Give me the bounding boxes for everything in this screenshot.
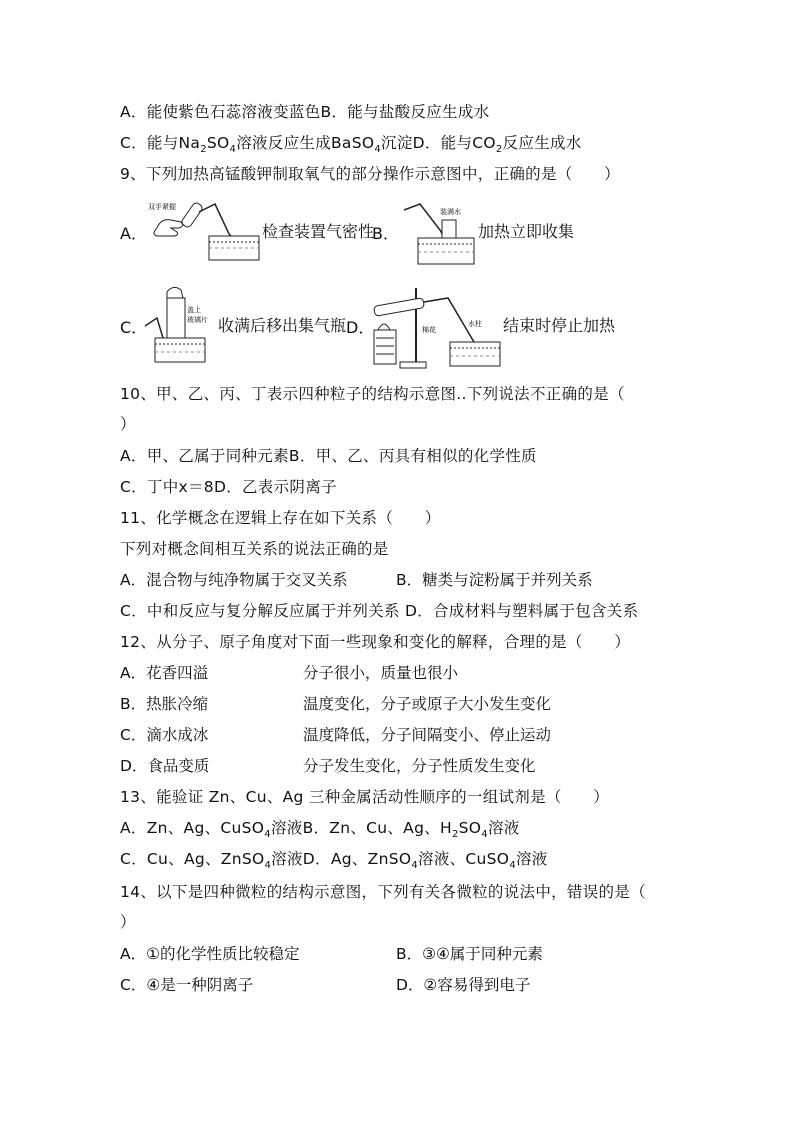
q8-option-c: C．能与$Na_2SO_4$溶液反应生成BaSO$_4$沉淀 xyxy=(120,134,413,156)
q12-stem: 12、从分子、原子角度对下面一些现象和变化的解释，合理的是（ ） xyxy=(120,633,631,651)
q9-figure-c xyxy=(143,282,215,364)
q14-option-b: B．③④属于同种元素 xyxy=(396,945,543,963)
q12-row xyxy=(120,725,552,745)
q13-option-d: D．Ag、ZnSO$_4$溶液、CuSO$_4$溶液 xyxy=(302,850,548,872)
q8-options-ab xyxy=(120,102,489,122)
q9-option-c-letter: C． xyxy=(120,318,148,337)
q9-option-d-text: 结束时停止加热 xyxy=(503,316,616,335)
q13-option-a: A．Zn、Ag、CuSO$_4$溶液 xyxy=(120,819,303,841)
q14-option-a: A．①的化学性质比较稳定 xyxy=(120,945,300,963)
q11-options-ab xyxy=(120,570,593,590)
q12-row xyxy=(120,663,459,683)
q9-d-tag-2: 水柱 xyxy=(468,320,482,328)
q11-option-a: A．混合物与纯净物属于交叉关系 xyxy=(120,571,348,589)
q14-stem-line2: ） xyxy=(120,913,136,931)
q11-stem: 11、化学概念在逻辑上存在如下关系（ ） xyxy=(120,509,441,527)
q8-option-b: B．能与盐酸反应生成水 xyxy=(320,103,490,121)
q10-stem-line2: ） xyxy=(120,415,136,433)
q9-c-tag-1: 盖上 xyxy=(187,306,201,314)
q14-options-cd xyxy=(120,975,531,995)
q12-explanation: 分子发生变化，分子性质发生变化 xyxy=(303,757,536,775)
q11-option-d: D．合成材料与塑料属于包含关系 xyxy=(404,602,639,620)
q10-options-ab: A．甲、乙属于同种元素B．甲、乙、丙具有相似的化学性质 xyxy=(120,447,537,465)
q13-option-b: B．Zn、Cu、Ag、$H_2SO_4$溶液 xyxy=(302,819,520,841)
q9-option-c-text: 收满后移出集气瓶 xyxy=(218,316,347,335)
q8-option-a: A．能使紫色石蕊溶液变蓝色 xyxy=(120,103,321,121)
q12-explanation: 分子很小，质量也很小 xyxy=(303,664,459,682)
q12-phenomenon: B．热胀冷缩 xyxy=(120,695,209,713)
q11-options-cd xyxy=(120,601,638,621)
q13-options-cd xyxy=(120,849,548,872)
q12-phenomenon: D．食品变质 xyxy=(120,757,210,775)
q13-stem: 13、能验证 Zn、Cu、Ag 三种金属活动性顺序的一组试剂是（ ） xyxy=(120,788,610,806)
q9-figure-b xyxy=(400,200,478,266)
q12-row xyxy=(120,694,552,714)
q13-option-c: C．Cu、Ag、ZnSO$_4$溶液 xyxy=(120,850,303,872)
q11-sub-stem: 下列对概念间相互关系的说法正确的是 xyxy=(120,540,389,558)
q9-option-b-letter: B． xyxy=(372,224,399,243)
q12-phenomenon: A．花香四溢 xyxy=(120,664,209,682)
q9-option-d-letter: D． xyxy=(346,318,375,337)
q11-option-b: B．糖类与淀粉属于并列关系 xyxy=(396,571,593,589)
q9-option-b-text: 加热立即收集 xyxy=(478,222,575,241)
q12-explanation: 温度降低，分子间隔变小、停止运动 xyxy=(303,726,552,744)
q14-stem-line1: 14、以下是四种微粒的结构示意图，下列有关各微粒的说法中，错误的是（ xyxy=(120,883,646,901)
q12-explanation: 温度变化，分子或原子大小发生变化 xyxy=(303,695,552,713)
q9-option-a-letter: A． xyxy=(120,224,147,243)
q8-options-cd xyxy=(120,133,582,156)
q8-option-d: D．能与$CO_2$反应生成水 xyxy=(412,134,582,156)
q10-stem-line1: 10、甲、乙、丙、丁表示四种粒子的结构示意图..下列说法不正确的是（ xyxy=(120,385,625,403)
q14-option-d: D．②容易得到电子 xyxy=(396,976,531,994)
q13-options-ab xyxy=(120,818,520,841)
q9-b-tag: 装满水 xyxy=(440,208,461,216)
q9-a-tag: 双手紧握 xyxy=(148,203,176,211)
q9-option-a-text: 检查装置气密性 xyxy=(262,222,375,241)
q12-row xyxy=(120,756,536,776)
q14-option-c: C．④是一种阴离子 xyxy=(120,976,254,994)
q11-option-c: C．中和反应与复分解反应属于并列关系 xyxy=(120,602,400,620)
q10-options-cd: C．丁中x＝8D．乙表示阴离子 xyxy=(120,478,337,496)
q14-options-ab xyxy=(120,944,543,964)
q9-c-tag-2: 玻璃片 xyxy=(187,316,208,324)
q12-phenomenon: C．滴水成冰 xyxy=(120,726,209,744)
q9-d-tag-1: 棉花 xyxy=(422,326,436,334)
q9-figure-a xyxy=(143,196,263,262)
q9-stem: 9、下列加热高锰酸钾制取氧气的部分操作示意图中，正确的是（ ） xyxy=(120,165,620,183)
q9-figure-d xyxy=(364,280,502,370)
